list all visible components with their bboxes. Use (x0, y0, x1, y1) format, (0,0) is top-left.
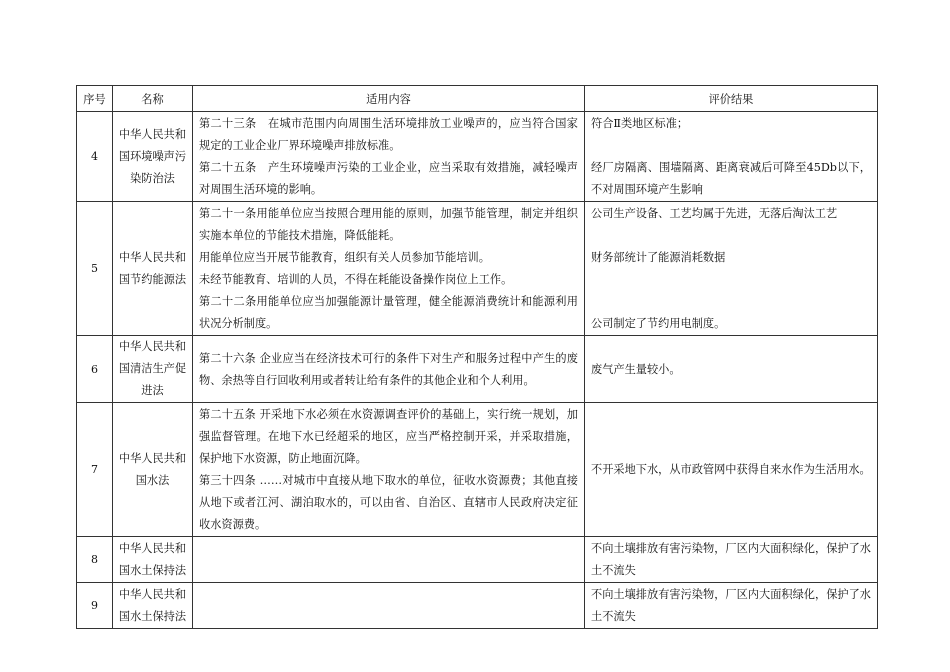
applicable-content (193, 537, 585, 583)
content-paragraph: 第二十五条 开采地下水必须在水资源调查评价的基础上，实行统一规划，加强监督管理。在地下水已经超采的地区，应当严格控制开采，并采取措施，保护地下水资源，防止地面沉降。 (199, 408, 578, 465)
table-row (77, 537, 878, 583)
evaluation-result (585, 537, 878, 583)
result-paragraph: 不向土壤排放有害污染物，厂区内大面积绿化，保护了水土不流失 (591, 588, 871, 623)
evaluation-result (585, 112, 878, 202)
result-paragraph (591, 269, 871, 291)
law-name: 中华人民共和国水土保持法 (113, 537, 193, 583)
header-content: 适用内容 (193, 86, 585, 112)
row-number: 4 (77, 112, 113, 202)
applicable-content (193, 583, 585, 629)
result-paragraph (591, 291, 871, 313)
content-paragraph: 第二十一条用能单位应当按照合理用能的原则，加强节能管理，制定并组织实施本单位的节能技术措施，降低能耗。 (199, 207, 578, 242)
law-name: 中华人民共和国水法 (113, 403, 193, 537)
table-body (77, 112, 878, 629)
applicable-content (193, 202, 585, 336)
row-number: 5 (77, 202, 113, 336)
result-paragraph: 废气产生量较小。 (591, 362, 681, 376)
law-name: 中华人民共和国水土保持法 (113, 583, 193, 629)
law-name: 中华人民共和国清洁生产促进法 (113, 336, 193, 403)
table-row (77, 583, 878, 629)
result-paragraph: 经厂房隔离、围墙隔离、距离衰减后可降至45Db以下，不对周围环境产生影响 (591, 161, 871, 196)
row-number: 9 (77, 583, 113, 629)
result-paragraph: 公司生产设备、工艺均属于先进，无落后淘汰工艺 (591, 207, 838, 220)
content-paragraph: 未经节能教育、培训的人员，不得在耗能设备操作岗位上工作。 (199, 273, 513, 286)
evaluation-result (585, 403, 878, 537)
content-paragraph: 第二十五条 产生环境噪声污染的工业企业，应当采取有效措施，减轻噪声对周围生活环境的影响。 (199, 161, 578, 196)
content-paragraph: 第三十四条 ……对城市中直接从地下取水的单位，征收水资源费；其他直接从地下或者江河、湖泊取水的，可以由省、自治区、直辖市人民政府决定征收水资源费。 (199, 474, 578, 531)
applicable-content (193, 336, 585, 403)
result-paragraph (591, 225, 871, 247)
header-num: 序号 (77, 86, 113, 112)
law-name: 中华人民共和国节约能源法 (113, 202, 193, 336)
result-paragraph: 符合Ⅱ类地区标准； (591, 117, 689, 130)
result-paragraph: 公司制定了节约用电制度。 (591, 317, 726, 330)
table-row (77, 202, 878, 336)
header-name: 名称 (113, 86, 193, 112)
table-header-row (77, 86, 878, 112)
evaluation-result (585, 336, 878, 403)
table-row (77, 336, 878, 403)
regulation-table (76, 85, 878, 629)
applicable-content (193, 112, 585, 202)
applicable-content (193, 403, 585, 537)
evaluation-result (585, 583, 878, 629)
content-paragraph: 用能单位应当开展节能教育，组织有关人员参加节能培训。 (199, 251, 490, 264)
row-number: 8 (77, 537, 113, 583)
content-paragraph: 第二十三条 在城市范围内向周围生活环境排放工业噪声的，应当符合国家规定的工业企业厂界环境噪声排放标准。 (199, 117, 578, 152)
table-row (77, 403, 878, 537)
row-number: 7 (77, 403, 113, 537)
table-row (77, 112, 878, 202)
result-paragraph: 不向土壤排放有害污染物，厂区内大面积绿化，保护了水土不流失 (591, 542, 871, 577)
row-number: 6 (77, 336, 113, 403)
header-result: 评价结果 (585, 86, 878, 112)
result-paragraph: 不开采地下水，从市政管网中获得自来水作为生活用水。 (591, 463, 871, 476)
result-paragraph (591, 135, 871, 157)
content-paragraph: 第二十六条 企业应当在经济技术可行的条件下对生产和服务过程中产生的废物、余热等自行回收利用或者转让给有条件的其他企业和个人利用。 (199, 351, 578, 387)
law-name: 中华人民共和国环境噪声污染防治法 (113, 112, 193, 202)
content-paragraph: 第二十二条用能单位应当加强能源计量管理，健全能源消费统计和能源利用状况分析制度。 (199, 295, 578, 330)
evaluation-result (585, 202, 878, 336)
result-paragraph: 财务部统计了能源消耗数据 (591, 251, 726, 264)
